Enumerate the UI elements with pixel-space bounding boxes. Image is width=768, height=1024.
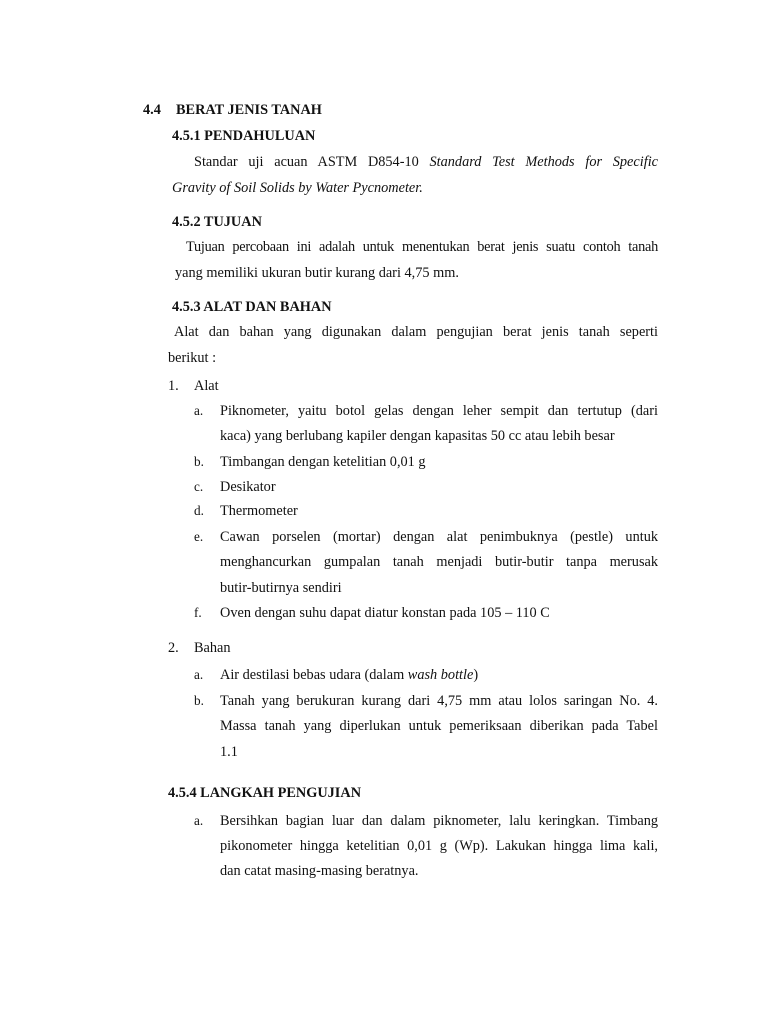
bahan-item-a-line — [220, 666, 478, 684]
alat-bahan-intro-2: berikut : — [168, 350, 217, 366]
bahan-item-b-line-2: Massa tanah yang diperlukan untuk pemeriksaan diberikan pada Tabel — [220, 718, 658, 734]
alat-label: Alat — [194, 378, 219, 394]
pendahuluan-line-2: Gravity of Soil Solids by Water Pycnometer. — [172, 180, 423, 196]
tujuan-heading: 4.5.2 TUJUAN — [172, 214, 262, 230]
alat-item-a-marker: a. — [194, 403, 204, 418]
pendahuluan-line-1 — [194, 153, 658, 171]
pendahuluan-prefix: Standar uji acuan ASTM D854-10 — [194, 154, 419, 170]
tujuan-line-2: yang memiliki ukuran butir kurang dari 4,75 mm. — [175, 265, 459, 281]
bahan-item-a-prefix: Air destilasi bebas udara (dalam — [220, 667, 405, 683]
alat-item-d-line-1: Thermometer — [220, 503, 298, 519]
langkah-heading: 4.5.4 LANGKAH PENGUJIAN — [168, 785, 362, 801]
bahan-item-a-italic: wash bottle — [407, 667, 474, 683]
bahan-number: 2. — [168, 640, 179, 656]
alat-item-e-line-1: Cawan porselen (mortar) dengan alat penimbuknya (pestle) untuk — [220, 529, 658, 545]
langkah-item-a-marker: a. — [194, 813, 204, 828]
section-title: BERAT JENIS TANAH — [176, 102, 322, 118]
alat-bahan-heading: 4.5.3 ALAT DAN BAHAN — [172, 299, 332, 315]
alat-item-e-line-3: butir-butirnya sendiri — [220, 580, 342, 596]
langkah-item-a-line-2: pikonometer hingga ketelitian 0,01 g (Wp). Lakukan hingga lima kali, — [220, 838, 658, 854]
bahan-item-a-suffix: ) — [473, 667, 479, 683]
bahan-item-b-line-1: Tanah yang berukuran kurang dari 4,75 mm atau lolos saringan No. 4. — [220, 693, 658, 709]
alat-item-f-line-1: Oven dengan suhu dapat diatur konstan pada 105 – 110 C — [220, 605, 550, 621]
bahan-item-a-marker: a. — [194, 667, 204, 682]
alat-item-e-marker: e. — [194, 529, 204, 544]
alat-item-a-line-2: kaca) yang berlubang kapiler dengan kapasitas 50 cc atau lebih besar — [220, 428, 615, 444]
bahan-item-b-line-3: 1.1 — [220, 744, 238, 760]
pendahuluan-heading: 4.5.1 PENDAHULUAN — [172, 128, 316, 144]
alat-item-a-line-1: Piknometer, yaitu botol gelas dengan leher sempit dan tertutup (dari — [220, 403, 658, 419]
langkah-item-a-line-3: dan catat masing-masing beratnya. — [220, 863, 419, 879]
alat-item-f-marker: f. — [194, 605, 202, 620]
alat-item-c-marker: c. — [194, 479, 204, 494]
alat-item-c-line-1: Desikator — [220, 479, 276, 495]
bahan-label: Bahan — [194, 640, 231, 656]
tujuan-line-1: Tujuan percobaan ini adalah untuk menentukan berat jenis suatu contoh tanah — [186, 239, 658, 255]
alat-bahan-intro-1: Alat dan bahan yang digunakan dalam pengujian berat jenis tanah seperti — [174, 324, 658, 340]
alat-item-b-marker: b. — [194, 454, 204, 469]
alat-item-d-marker: d. — [194, 503, 204, 518]
alat-item-b-line-1: Timbangan dengan ketelitian 0,01 g — [220, 454, 426, 470]
pendahuluan-italic-1: Standard Test Methods for Specific — [429, 154, 659, 170]
bahan-item-b-marker: b. — [194, 693, 204, 708]
alat-item-e-line-2: menghancurkan gumpalan tanah menjadi butir-butir tanpa merusak — [220, 554, 658, 570]
langkah-item-a-line-1: Bersihkan bagian luar dan dalam piknometer, lalu keringkan. Timbang — [220, 813, 658, 829]
alat-number: 1. — [168, 378, 179, 394]
section-number: 4.4 — [143, 102, 161, 118]
